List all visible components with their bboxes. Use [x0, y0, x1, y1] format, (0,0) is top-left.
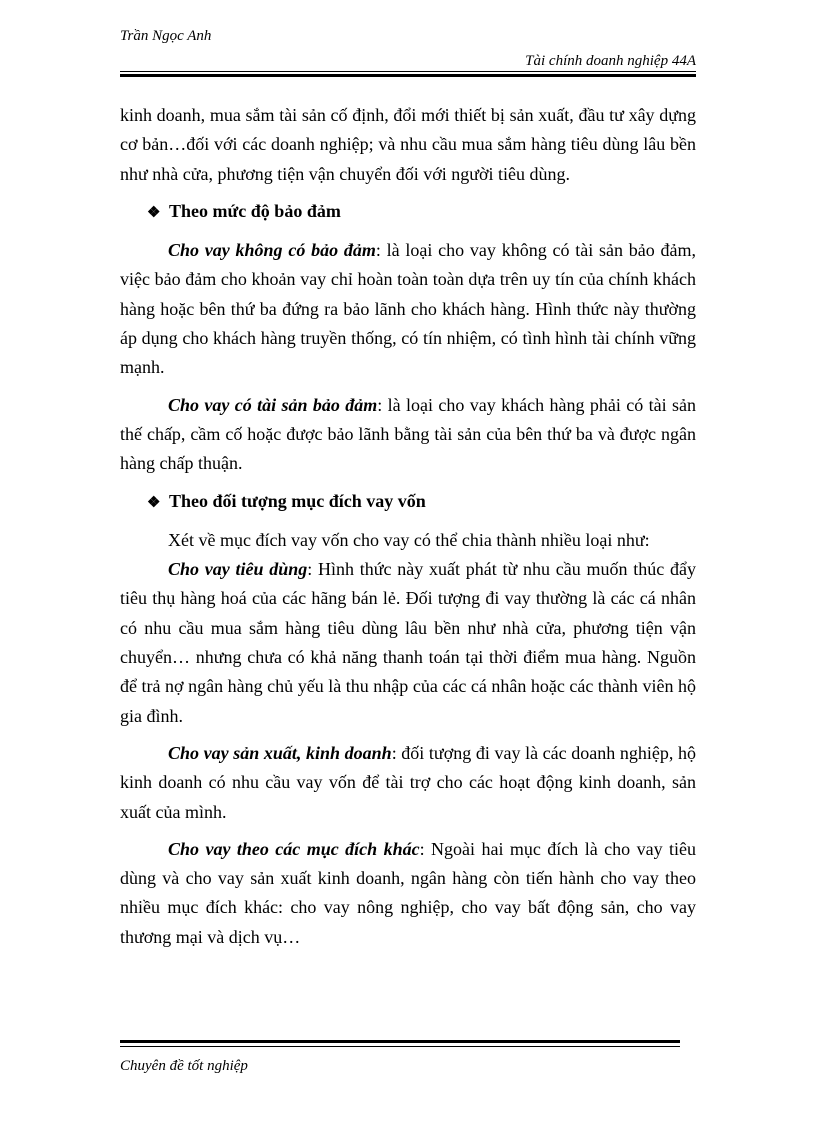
paragraph-text: : là loại cho vay không có tài sản bảo đảm, việc bảo đảm cho khoản vay chỉ hoàn toàn toàn dựa trên uy tín của chính khách hàng hoặc bên thứ ba đứng ra bảo lãnh cho khách hàng. Hình thức này thường áp dụng cho khách hàng truyền thống, có tín nhiệm, có tình hình tài chính vững mạnh. [120, 240, 696, 378]
header-rule-thick [120, 74, 696, 77]
footer-rule-thin [120, 1046, 680, 1047]
paragraph-intro: kinh doanh, mua sắm tài sản cố định, đổi mới thiết bị sản xuất, đầu tư xây dựng cơ bản…đối với các doanh nghiệp; và nhu cầu mua sắm hàng tiêu dùng lâu bền như nhà cửa, phương tiện vận chuyển đối với người tiêu dùng. [120, 105, 696, 184]
term-consumer-loan: Cho vay tiêu dùng [168, 559, 308, 580]
footer-rule-thick [120, 1040, 680, 1043]
diamond-bullet-icon: ❖ [147, 494, 161, 511]
paragraph-text: : Ngoài hai mục đích là cho vay tiêu dùng và cho vay sản xuất kinh doanh, ngân hàng còn tiến hành cho vay theo nhiều mục đích khác: cho vay nông nghiệp, cho vay bất động sản, cho vay thương mại và dịch vụ… [120, 838, 696, 947]
header-rule-thin [120, 71, 696, 72]
diamond-bullet-icon: ❖ [147, 204, 161, 221]
section-heading-text: Theo mức độ bảo đảm [169, 200, 341, 221]
term-other-loan: Cho vay theo các mục đích khác [168, 838, 420, 859]
section-heading-guarantee [120, 197, 696, 228]
paragraph-purpose-intro: Xét về mục đích vay vốn cho vay có thể chia thành nhiều loại như: [168, 529, 650, 550]
paragraph-consumer-loan [120, 555, 696, 731]
document-body [120, 101, 696, 952]
paragraph-unsecured-loan [120, 236, 696, 382]
term-secured-loan: Cho vay có tài sản bảo đảm [168, 394, 378, 415]
paragraph-business-loan [120, 739, 696, 827]
paragraph-other-loan [120, 835, 696, 952]
section-heading-text: Theo đối tượng mục đích vay vốn [169, 490, 426, 511]
header-course: Tài chính doanh nghiệp 44A [525, 53, 696, 69]
section-heading-purpose [120, 487, 696, 518]
paragraph-text: : đối tượng đi vay là các doanh nghiệp, hộ kinh doanh có nhu cầu vay vốn để tài trợ cho các hoạt động kinh doanh, sản xuất của mình. [120, 742, 696, 822]
paragraph-secured-loan [120, 391, 696, 479]
footer-label: Chuyên đề tốt nghiệp [120, 1058, 248, 1074]
paragraph-text: : Hình thức này xuất phát từ nhu cầu muốn thúc đẩy tiêu thụ hàng hoá của các hãng bán lẻ. Đối tượng đi vay thường là các cá nhân có nhu cầu mua sắm hàng tiêu dùng lâu bền như nhà cửa, phương tiện vận chuyển… nhưng chưa có khả năng thanh toán tại thời điểm mua hàng. Nguồn để trả nợ ngân hàng chủ yếu là thu nhập của các cá nhân hoặc các thành viên hộ gia đình. [120, 559, 696, 726]
term-unsecured-loan: Cho vay không có bảo đảm [168, 240, 376, 261]
paragraph-text: : là loại cho vay khách hàng phải có tài sản thế chấp, cầm cố hoặc được bảo lãnh bằng tài sản của bên thứ ba và được ngân hàng chấp thuận. [120, 394, 696, 474]
header-author: Trần Ngọc Anh [120, 28, 212, 44]
term-business-loan: Cho vay sản xuất, kinh doanh [168, 742, 392, 763]
